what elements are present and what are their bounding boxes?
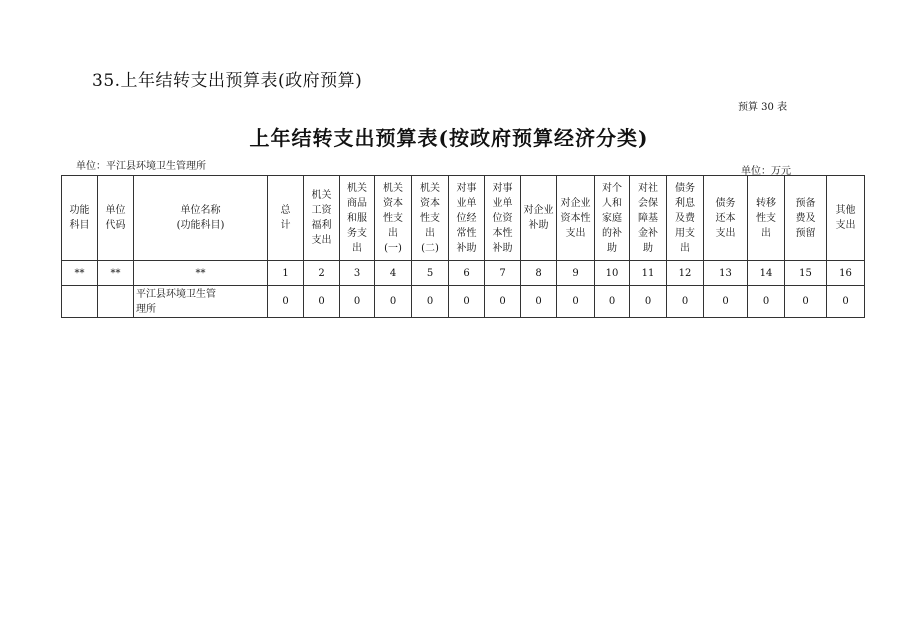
header-cell: 单位代码 bbox=[98, 176, 134, 261]
header-cell: 对企业资本性支出 bbox=[557, 176, 595, 261]
table-cell: 0 bbox=[827, 286, 865, 318]
table-cell: 0 bbox=[704, 286, 748, 318]
index-cell: 14 bbox=[748, 261, 785, 286]
index-cell: 15 bbox=[785, 261, 827, 286]
page-title: 上年结转支出预算表(按政府预算经济分类) bbox=[249, 126, 649, 150]
index-cell: 11 bbox=[630, 261, 667, 286]
header-row bbox=[62, 176, 865, 261]
header-cell: 对社会保障基金补助 bbox=[630, 176, 667, 261]
unit-label-left: 单位：平江县环境卫生管理所 bbox=[76, 161, 206, 172]
table-cell: 0 bbox=[557, 286, 595, 318]
header-cell: 其他支出 bbox=[827, 176, 865, 261]
index-cell: ** bbox=[134, 261, 268, 286]
header-cell: 债务利息及费用支出 bbox=[667, 176, 704, 261]
index-cell: 5 bbox=[412, 261, 449, 286]
index-cell: 9 bbox=[557, 261, 595, 286]
index-cell: 12 bbox=[667, 261, 704, 286]
table-cell: 0 bbox=[630, 286, 667, 318]
table-cell: 0 bbox=[785, 286, 827, 318]
table-cell: 0 bbox=[521, 286, 557, 318]
table-row bbox=[62, 286, 865, 318]
index-cell: 10 bbox=[595, 261, 630, 286]
header-cell: 机关资本性支出(二) bbox=[412, 176, 449, 261]
index-cell: ** bbox=[62, 261, 98, 286]
index-cell: 2 bbox=[304, 261, 340, 286]
index-row bbox=[62, 261, 865, 286]
index-cell: 8 bbox=[521, 261, 557, 286]
unit-name-cell: 平江县环境卫生管理所 bbox=[134, 286, 268, 318]
header-cell: 对事业单位资本性补助 bbox=[485, 176, 521, 261]
header-cell: 预备费及预留 bbox=[785, 176, 827, 261]
table-cell: 0 bbox=[449, 286, 485, 318]
header-cell: 对事业单位经常性补助 bbox=[449, 176, 485, 261]
table-cell bbox=[62, 286, 98, 318]
index-cell: 1 bbox=[268, 261, 304, 286]
index-cell: 3 bbox=[340, 261, 375, 286]
header-cell: 单位名称(功能科目) bbox=[134, 176, 268, 261]
table-cell: 0 bbox=[375, 286, 412, 318]
index-cell: ** bbox=[98, 261, 134, 286]
header-cell: 机关资本性支出(一) bbox=[375, 176, 412, 261]
header-cell: 对企业补助 bbox=[521, 176, 557, 261]
header-cell: 功能科目 bbox=[62, 176, 98, 261]
table-cell: 0 bbox=[667, 286, 704, 318]
table-cell: 0 bbox=[268, 286, 304, 318]
index-cell: 4 bbox=[375, 261, 412, 286]
unit-label-right: 单位：万元 bbox=[741, 166, 791, 177]
header-cell: 总计 bbox=[268, 176, 304, 261]
budget-table bbox=[61, 175, 865, 318]
header-cell: 机关商品和服务支出 bbox=[340, 176, 375, 261]
index-cell: 6 bbox=[449, 261, 485, 286]
index-cell: 13 bbox=[704, 261, 748, 286]
index-cell: 7 bbox=[485, 261, 521, 286]
index-cell: 16 bbox=[827, 261, 865, 286]
header-cell: 对个人和家庭的补助 bbox=[595, 176, 630, 261]
table-cell: 0 bbox=[340, 286, 375, 318]
table-cell: 0 bbox=[304, 286, 340, 318]
section-heading: 35.上年结转支出预算表(政府预算) bbox=[92, 71, 363, 91]
table-cell: 0 bbox=[485, 286, 521, 318]
table-cell bbox=[98, 286, 134, 318]
table-cell: 0 bbox=[748, 286, 785, 318]
table-cell: 0 bbox=[412, 286, 449, 318]
header-cell: 债务还本支出 bbox=[704, 176, 748, 261]
header-cell: 转移性支出 bbox=[748, 176, 785, 261]
table-number: 预算 30 表 bbox=[738, 102, 788, 113]
table-cell: 0 bbox=[595, 286, 630, 318]
header-cell: 机关工资福利支出 bbox=[304, 176, 340, 261]
